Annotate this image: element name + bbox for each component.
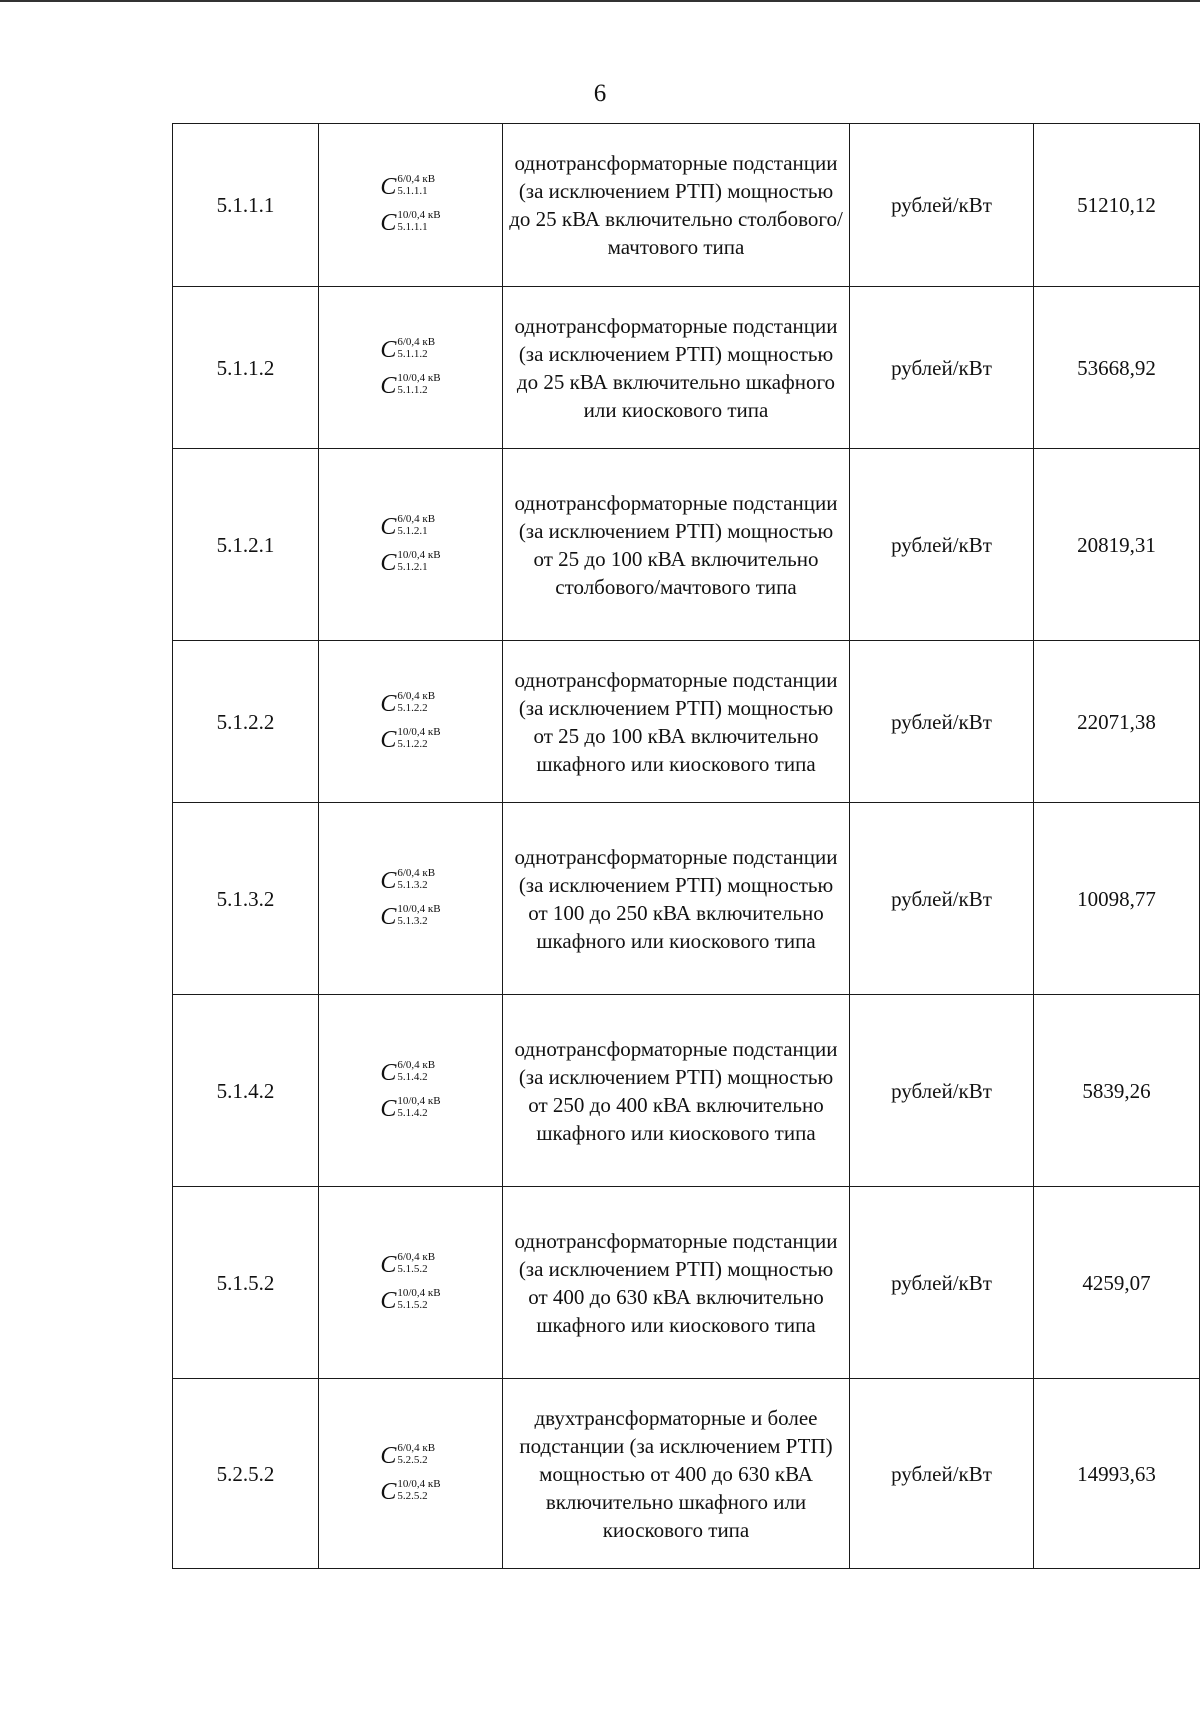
formula-subscript: 5.1.4.2 [397, 1070, 428, 1083]
formula-superscript: 10/0,4 кВ [397, 1094, 441, 1107]
table-row [173, 995, 1200, 1187]
formula-line [380, 899, 440, 935]
formula-line [380, 545, 440, 581]
row-formula [319, 803, 503, 995]
table-row [173, 1379, 1200, 1569]
formula-superscript: 10/0,4 кВ [397, 902, 441, 915]
formula-line [380, 863, 440, 899]
tariff-table [172, 123, 1200, 1569]
row-unit: рублей/кВт [850, 1379, 1034, 1569]
table-row [173, 1187, 1200, 1379]
row-value: 20819,31 [1034, 449, 1200, 641]
formula-superscript: 10/0,4 кВ [397, 1477, 441, 1490]
formula-superscript: 10/0,4 кВ [397, 725, 441, 738]
formula-symbol: C [380, 1442, 397, 1469]
table-row [173, 803, 1200, 995]
formula-line [380, 509, 440, 545]
formula-symbol: C [380, 210, 397, 236]
formula-subscript: 5.1.5.2 [397, 1262, 428, 1275]
row-code: 5.1.1.1 [173, 124, 319, 287]
formula-subscript: 5.2.5.2 [397, 1489, 428, 1502]
formula-symbol: C [380, 372, 397, 399]
formula-line [380, 332, 440, 368]
formula-superscript: 10/0,4 кВ [397, 371, 441, 384]
row-code: 5.1.5.2 [173, 1187, 319, 1379]
formula-line [380, 169, 440, 205]
formula-superscript: 6/0,4 кВ [397, 1441, 436, 1454]
formula-line [380, 1091, 440, 1127]
formula-line [380, 1474, 440, 1510]
tariff-table-body [173, 124, 1200, 1569]
formula-line [380, 686, 440, 722]
formula-superscript: 10/0,4 кВ [397, 209, 441, 221]
row-description: двухтрансформаторные и более подстанции (за исключением РТП) мощностью от 400 до 630 кВА включительно шкафного или киоскового типа [503, 1379, 850, 1569]
row-unit: рублей/кВт [850, 287, 1034, 449]
formula-symbol: C [380, 726, 397, 753]
formula-symbol: C [380, 1095, 397, 1122]
row-description: однотрансформаторные подстанции (за исключением РТП) мощностью до 25 кВА включительно столбового/мачтового типа [503, 124, 850, 287]
row-formula [319, 449, 503, 641]
formula-subscript: 5.1.3.2 [397, 914, 428, 927]
row-formula [319, 287, 503, 449]
row-description: однотрансформаторные подстанции (за исключением РТП) мощностью от 25 до 100 кВА включительно шкафного или киоскового типа [503, 641, 850, 803]
formula-symbol: C [380, 336, 397, 363]
formula-subscript: 5.1.3.2 [397, 878, 428, 891]
row-code: 5.1.2.1 [173, 449, 319, 641]
formula-symbol: C [380, 1059, 397, 1086]
row-value: 10098,77 [1034, 803, 1200, 995]
formula-subscript: 5.1.2.1 [397, 560, 428, 573]
row-unit: рублей/кВт [850, 641, 1034, 803]
row-value: 22071,38 [1034, 641, 1200, 803]
formula-line [380, 1247, 440, 1283]
formula-block [380, 1438, 440, 1510]
formula-subscript: 5.1.1.1 [397, 185, 428, 197]
table-row [173, 124, 1200, 287]
row-unit: рублей/кВт [850, 995, 1034, 1187]
formula-subscript: 5.1.1.1 [397, 221, 428, 233]
formula-superscript: 6/0,4 кВ [397, 1250, 436, 1263]
formula-superscript: 6/0,4 кВ [397, 512, 436, 525]
row-formula [319, 124, 503, 287]
formula-block [380, 1055, 440, 1127]
formula-subscript: 5.1.2.2 [397, 701, 428, 714]
formula-symbol: C [380, 174, 397, 200]
row-code: 5.2.5.2 [173, 1379, 319, 1569]
row-code: 5.1.1.2 [173, 287, 319, 449]
formula-line [380, 368, 440, 404]
formula-symbol: C [380, 1251, 397, 1278]
table-row [173, 287, 1200, 449]
formula-block [380, 332, 440, 404]
formula-superscript: 6/0,4 кВ [397, 866, 436, 879]
formula-subscript: 5.1.1.2 [397, 383, 428, 396]
formula-subscript: 5.1.2.2 [397, 737, 428, 750]
formula-superscript: 6/0,4 кВ [397, 689, 436, 702]
row-code: 5.1.3.2 [173, 803, 319, 995]
formula-block [380, 1247, 440, 1319]
table-row [173, 641, 1200, 803]
row-description: однотрансформаторные подстанции (за исключением РТП) мощностью от 100 до 250 кВА включительно шкафного или киоскового типа [503, 803, 850, 995]
table-row [173, 449, 1200, 641]
row-formula [319, 1379, 503, 1569]
row-value: 5839,26 [1034, 995, 1200, 1187]
formula-symbol: C [380, 549, 397, 576]
page-number: 6 [593, 80, 607, 107]
formula-superscript: 10/0,4 кВ [397, 548, 441, 561]
formula-symbol: C [380, 903, 397, 930]
formula-block [380, 169, 440, 241]
formula-symbol: C [380, 690, 397, 717]
formula-symbol: C [380, 867, 397, 894]
row-code: 5.1.2.2 [173, 641, 319, 803]
row-value: 14993,63 [1034, 1379, 1200, 1569]
formula-line [380, 1055, 440, 1091]
formula-line [380, 1283, 440, 1319]
formula-symbol: C [380, 1478, 397, 1505]
row-value: 4259,07 [1034, 1187, 1200, 1379]
row-description: однотрансформаторные подстанции (за исключением РТП) мощностью до 25 кВА включительно шкафного или киоскового типа [503, 287, 850, 449]
formula-superscript: 6/0,4 кВ [397, 173, 436, 185]
row-unit: рублей/кВт [850, 124, 1034, 287]
row-formula [319, 641, 503, 803]
row-unit: рублей/кВт [850, 449, 1034, 641]
formula-symbol: C [380, 513, 397, 540]
formula-subscript: 5.1.2.1 [397, 524, 428, 537]
formula-superscript: 6/0,4 кВ [397, 335, 436, 348]
formula-superscript: 6/0,4 кВ [397, 1058, 436, 1071]
formula-block [380, 686, 440, 758]
formula-symbol: C [380, 1287, 397, 1314]
row-description: однотрансформаторные подстанции (за исключением РТП) мощностью от 400 до 630 кВА включительно шкафного или киоскового типа [503, 1187, 850, 1379]
formula-subscript: 5.1.4.2 [397, 1106, 428, 1119]
formula-line [380, 722, 440, 758]
formula-block [380, 863, 440, 935]
row-formula [319, 995, 503, 1187]
row-unit: рублей/кВт [850, 803, 1034, 995]
row-description: однотрансформаторные подстанции (за исключением РТП) мощностью от 250 до 400 кВА включительно шкафного или киоскового типа [503, 995, 850, 1187]
formula-line [380, 1438, 440, 1474]
row-value: 53668,92 [1034, 287, 1200, 449]
formula-block [380, 509, 440, 581]
row-value: 51210,12 [1034, 124, 1200, 287]
formula-line [380, 205, 440, 241]
formula-subscript: 5.1.5.2 [397, 1298, 428, 1311]
row-code: 5.1.4.2 [173, 995, 319, 1187]
top-border-line [0, 0, 1200, 2]
row-description: однотрансформаторные подстанции (за исключением РТП) мощностью от 25 до 100 кВА включительно столбового/мачтового типа [503, 449, 850, 641]
row-formula [319, 1187, 503, 1379]
formula-subscript: 5.2.5.2 [397, 1453, 428, 1466]
row-unit: рублей/кВт [850, 1187, 1034, 1379]
formula-superscript: 10/0,4 кВ [397, 1286, 441, 1299]
formula-subscript: 5.1.1.2 [397, 347, 428, 360]
